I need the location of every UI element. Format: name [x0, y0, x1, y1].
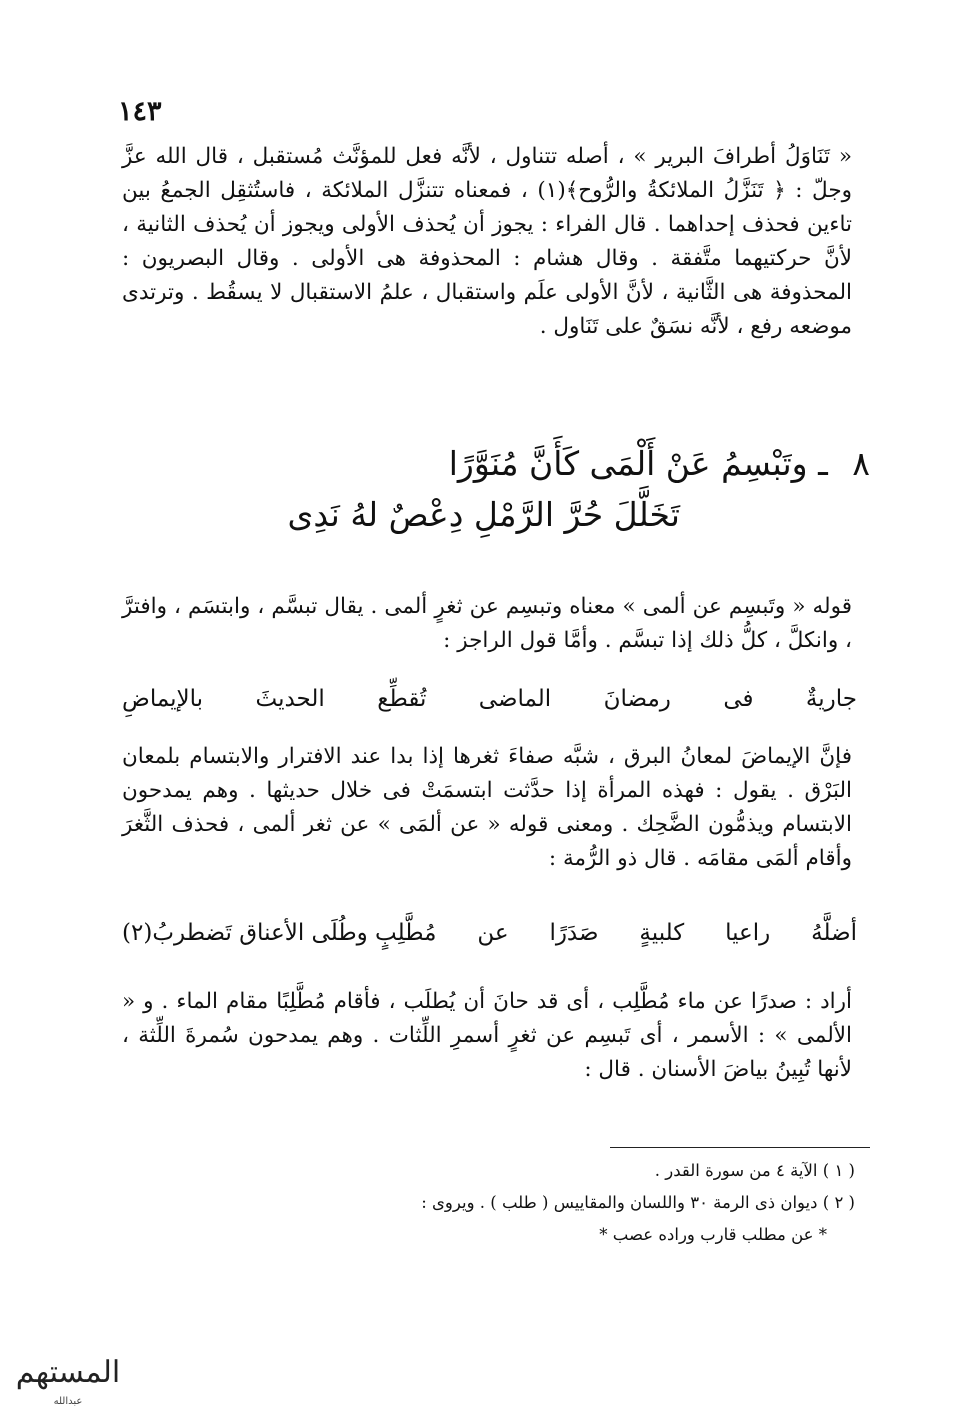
verse-word: راعيا	[725, 920, 771, 946]
paragraph-commentary-1: « تَنَاوَلُ أطرافَ البرير » ، أصله تتناول ، لأنَّه فعل للمؤنَّث مُستقبل ، قال الله عزَّ وجلّ : ﴿ تَنَزَّلُ الملائكةُ والرُّوح﴾(١) ، فمعناه تتنزَّل الملائكة ، فاستُثقِل الجمعُ بين تاءين فحذف إحداهما . قال الفراء : يجوز أن يُحذف الأولى ويجوز أن يُحذف الثانية ، لأنَّ حركتيهما متَّفقة . وقال هشام : المحذوفة هى الأولى . وقال البصريون : المحذوفة هى الثَّانية ، لأنَّ الأولى علَم واستقبال ، علمُ الاستقبال لا يسقُط . وترتدى موضعه رفع ، لأنَّه نسَقٌ على تَنَاول .	[122, 144, 852, 339]
footnote-2: ( ٢ ) ديوان ذى الرمة ٣٠ واللسان والمقاييس ( طلب ) . ويروى :	[421, 1193, 855, 1213]
verse-8-line-1: وتَبْسِمُ عَنْ أَلْمَى كَأَنَّ مُنَوَّرًا	[448, 444, 808, 483]
paragraph-commentary-3: فإنَّ الإيماضَ لمعانُ البرق ، شبَّه صفاءَ ثغرها إذا بدا عند الافترار والابتسام بلمعان البَرْق . يقول : فهذه المرأة إذا حدَّثت ابتسمَتْ فى خلال حديثها . وهم يمدحون الابتسام ويذمُّون الضَّحِك . ومعنى قوله « عن ألمَى » عن ثغر ألمى ، فحذف الثَّغرَ وأقام ألمَى مقامَه . قال ذو الرُّمة :	[122, 744, 852, 871]
rajaz-word: بالإيماضِ	[122, 686, 204, 712]
rajaz-word: الحديثَ	[255, 686, 325, 712]
verse-8-line-2: تَخَلَّلَ حُرَّ الرَّمْلِ دِعْصٌ لهُ نَدِى	[287, 495, 680, 535]
paragraph-commentary-2: قوله « وتَبسِم عن ألمى » معناه وتبسِم عن ثغرٍ ألمى . يقال تبسَّم ، وابتسَم ، وافترَّ ، وانكلَّ ، كلُّ ذلك إذا تبسَّم . وأمَّا قول الراجز :	[122, 594, 852, 653]
dhu-rumma-verse	[122, 920, 857, 946]
rajaz-verse	[122, 686, 857, 712]
verse-8	[200, 438, 870, 540]
verse-8-line-1-row	[200, 438, 870, 489]
rajaz-word: رمضانَ	[603, 686, 671, 712]
verse-number: ٨	[852, 444, 870, 483]
rajaz-word: الماضى	[478, 686, 552, 712]
library-seal-logo	[8, 1340, 128, 1412]
verse-word: عن	[477, 920, 509, 946]
footnote-divider	[610, 1147, 870, 1148]
footnotes	[300, 1155, 855, 1252]
footnote-2-variant: * عن مطلب قارب وراده عصب *	[599, 1225, 827, 1245]
verse-dash: ـ	[818, 444, 828, 483]
rajaz-word: تُقطِّع	[377, 686, 427, 712]
seal-text: المستهم	[15, 1355, 121, 1390]
footnote-1: ( ١ ) الآية ٤ من سورة القدر .	[654, 1161, 855, 1180]
verse-word: صَدَرًا	[549, 920, 599, 946]
rajaz-word: جاريةٌ	[805, 686, 857, 712]
page-number: ١٤٣	[118, 96, 162, 127]
paragraph-commentary-4: أراد : صدرًا عن ماء مُطَّلِب ، أى قد حانَ أن يُطلَب ، فأقام مُطَّلِبًا مقام الماء . و « الألمى » : الأسمر ، أى تَبسِم عن ثغرٍ أسمرِ اللِّثات . وهم يمدحون سُمرةَ اللِّثة ، لأنها تُبِينُ بياضَ الأسنان . قال :	[122, 989, 852, 1082]
seal-subtext: عبدالله	[53, 1396, 83, 1407]
rajaz-word: فى	[723, 686, 754, 712]
verse-word: مُطَّلِبٍ وطُلَى الأعناق تَضطربُ(٢)	[122, 920, 437, 946]
verse-word: كلبيةٍ	[639, 920, 685, 946]
verse-word: أضلَّهُ	[811, 920, 857, 946]
